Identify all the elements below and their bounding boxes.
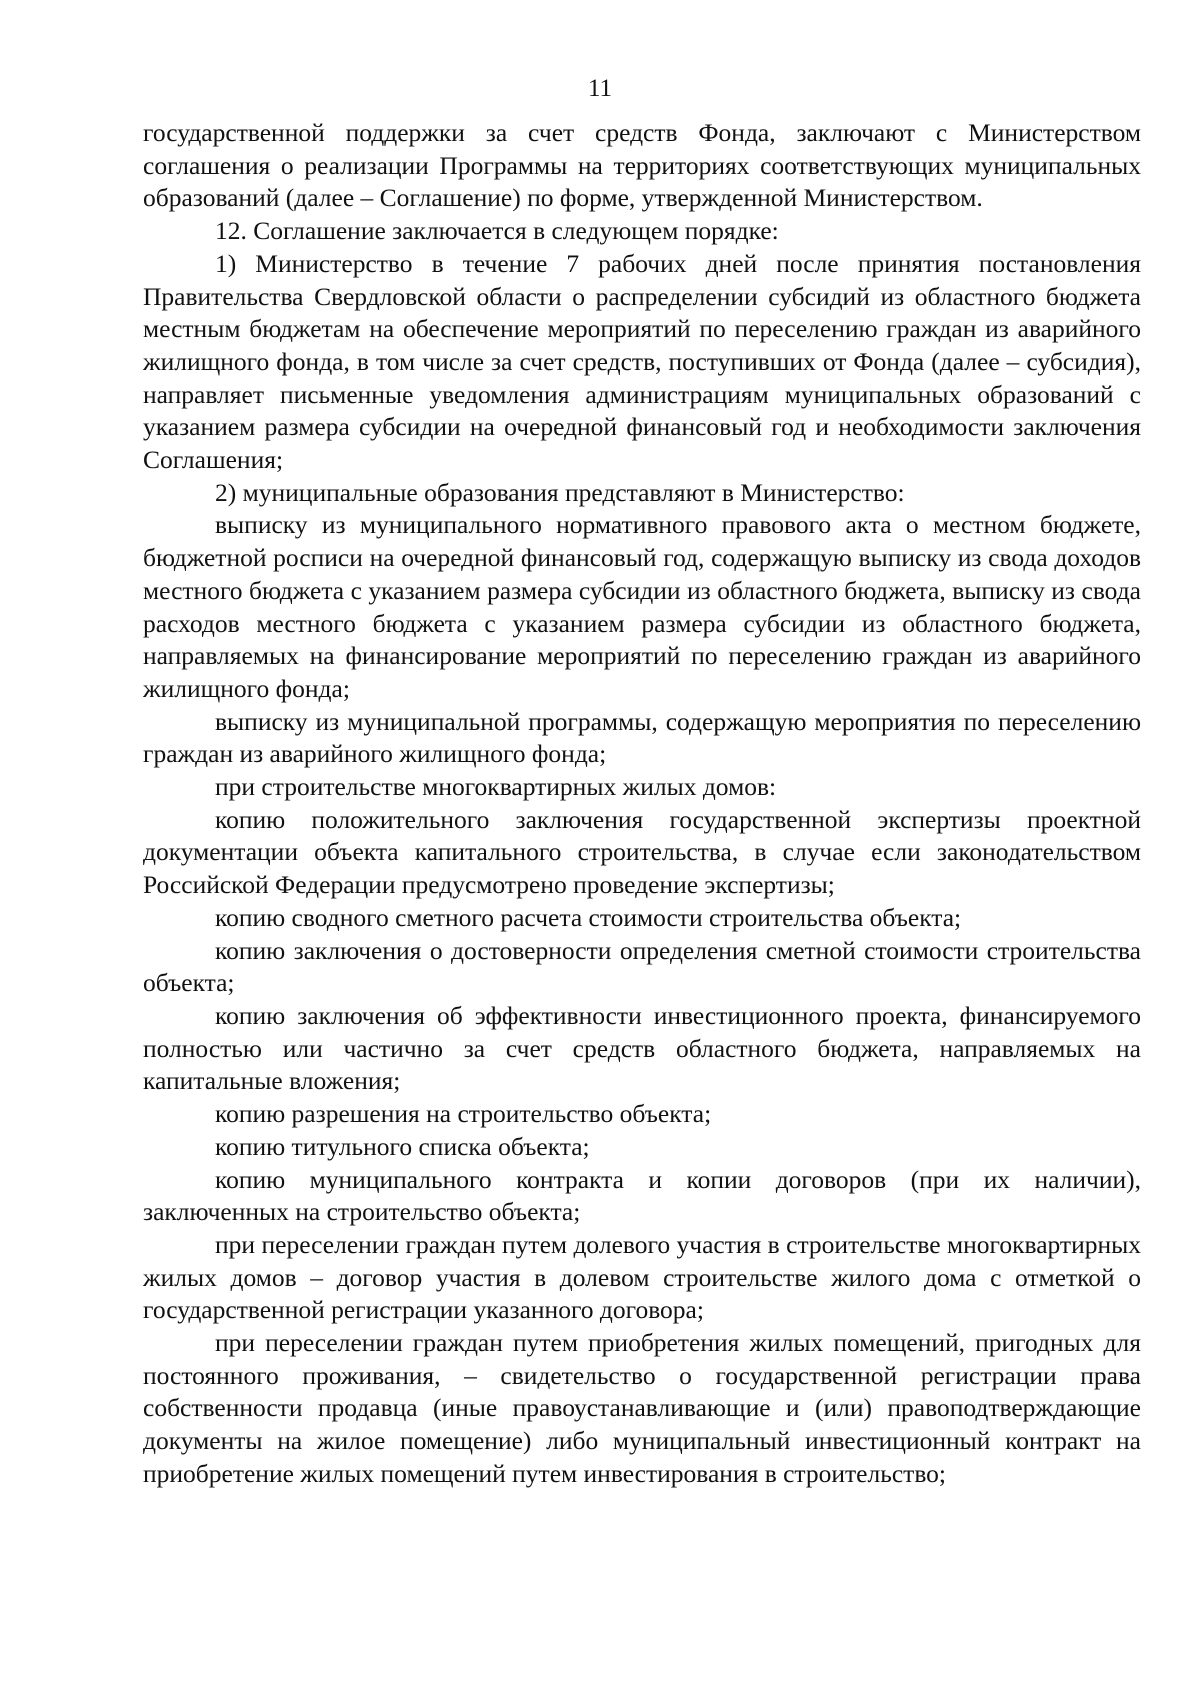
paragraph-clause-12: 12. Соглашение заключается в следующем порядке:	[215, 216, 779, 246]
document-body	[143, 117, 1141, 1491]
paragraph-acquisition: при переселении граждан путем приобретения жилых помещений, пригодных для постоянного проживания, – свидетельство о государственной регистрации права собственности продавца (иные правоустанавливающие и (или) правоподтверждающие документы на жилое помещение) либо муниципальный инвестиционный контракт на приобретение жилых помещений путем инвестирования в строительство;	[143, 1328, 1141, 1488]
paragraph-shared-construction: при переселении граждан путем долевого участия в строительстве многоквартирных жилых домов – договор участия в долевом строительстве жилого дома с отметкой о государственной регистрации указанного договора;	[143, 1229, 1141, 1325]
paragraph-program-extract: выписку из муниципальной программы, содержащую мероприятия по переселению граждан из аварийного жилищного фонда;	[143, 706, 1141, 769]
paragraph-efficiency-copy: копию заключения об эффективности инвестиционного проекта, финансируемого полностью или частично за счет средств областного бюджета, направляемых на капитальные вложения;	[143, 1000, 1141, 1096]
paragraph-permit-copy: копию разрешения на строительство объекта;	[215, 1099, 712, 1129]
paragraph-item-1: 1) Министерство в течение 7 рабочих дней после принятия постановления Правительства Свердловской области о распределении субсидий из областного бюджета местным бюджетам на обеспечение мероприятий по переселению граждан из аварийного жилищного фонда, в том числе за счет средств, поступивших от Фонда (далее – субсидия), направляет письменные уведомления администрациям муниципальных образований с указанием размера субсидии на очередной финансовый год и необходимости заключения Соглашения;	[143, 248, 1141, 475]
paragraph-budget-extract: выписку из муниципального нормативного правового акта о местном бюджете, бюджетной росписи на очередной финансовый год, содержащую выписку из свода доходов местного бюджета с указанием размера субсидии из областного бюджета, выписку из свода расходов местного бюджета с указанием размера субсидии из областного бюджета, направляемых на финансирование мероприятий по переселению граждан из аварийного жилищного фонда;	[143, 510, 1141, 703]
paragraph-title-list-copy: копию титульного списка объекта;	[215, 1131, 590, 1161]
paragraph-construction-heading: при строительстве многоквартирных жилых домов:	[215, 772, 777, 802]
paragraph-estimate-copy: копию сводного сметного расчета стоимости строительства объекта;	[215, 902, 962, 932]
paragraph-reliability-copy: копию заключения о достоверности определения сметной стоимости строительства объекта;	[143, 935, 1141, 998]
paragraph-continuation: государственной поддержки за счет средств Фонда, заключают с Министерством соглашения о реализации Программы на территориях соответствующих муниципальных образований (далее – Соглашение) по форме, утвержденной Министерством.	[143, 118, 1141, 213]
page-number: 11	[587, 75, 613, 102]
paragraph-expertise-copy: копию положительного заключения государственной экспертизы проектной документации объекта капитального строительства, в случае если законодательством Российской Федерации предусмотрено проведение экспертизы;	[143, 804, 1141, 900]
paragraph-item-2: 2) муниципальные образования представляют в Министерство:	[215, 477, 905, 507]
paragraph-contract-copy: копию муниципального контракта и копии договоров (при их наличии), заключенных на строительство объекта;	[143, 1164, 1141, 1227]
